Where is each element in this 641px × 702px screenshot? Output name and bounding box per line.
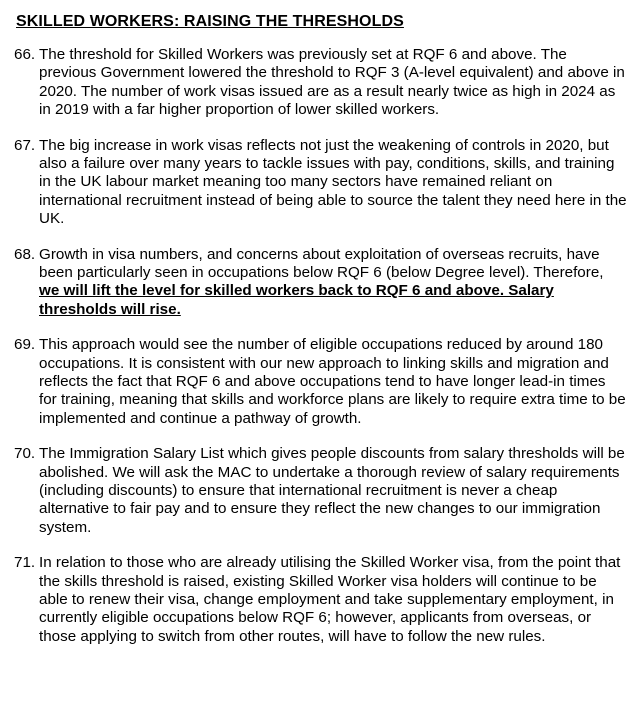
paragraph-text: In relation to those who are already utilising the Skilled Worker visa, from the point that the skills threshold is raised, existing Skilled Worker visa holders will continue to be able to renew their visa, change employment and take supplementary employment, in currently eligible occupations below RQF 6; however, applicants from overseas, or those applying to switch from other routes, will have to follow the new rules.	[39, 554, 621, 645]
paragraph-number: 66.	[14, 46, 36, 63]
paragraph-number: 69.	[14, 336, 36, 354]
paragraph-text-wrapper	[39, 246, 627, 319]
paragraph-text: Growth in visa numbers, and concerns about exploitation of overseas recruits, have been particularly seen in occupations below RQF 6 (below Degree level). Therefore,	[39, 245, 604, 281]
paragraph-text: The threshold for Skilled Workers was previously set at RQF 6 and above. The previous Government lowered the threshold to RQF 3 (A-level equivalent) and above in 2020. The number of work visas issued are as a result nearly twice as high in 2024 as in 2019 with a far higher proportion of lower skilled workers.	[39, 46, 625, 118]
paragraph-number: 67.	[14, 136, 36, 154]
paragraph-number: 68.	[14, 245, 36, 263]
paragraph-68	[14, 246, 627, 319]
section-heading: SKILLED WORKERS: RAISING THE THRESHOLDS	[16, 13, 404, 30]
paragraph-text: This approach would see the number of eligible occupations reduced by around 180 occupations. It is consistent with our new approach to linking skills and migration and reflects the fact that RQF 6 and above occupations tend to have longer lead-in times for training, meaning that skills and workforce plans are likely to require extra time to be implemented and continue a pathway of growth.	[39, 336, 626, 427]
paragraph-text: The big increase in work visas reflects not just the weakening of controls in 2020, but also a failure over many years to tackle issues with pay, conditions, skills, and training in the UK labour market meaning too many sectors have remained reliant on international recruitment instead of being able to source the talent they need here in the UK.	[39, 136, 627, 227]
paragraph-71	[14, 554, 627, 645]
paragraph-number: 71.	[14, 554, 36, 572]
paragraph-67	[14, 137, 627, 228]
paragraph-69	[14, 336, 627, 427]
policy-emphasis: we will lift the level for skilled workers back to RQF 6 and above. Salary thresholds will rise.	[39, 282, 554, 318]
paragraph-number: 70.	[14, 445, 36, 463]
paragraph-text: The Immigration Salary List which gives people discounts from salary thresholds will be abolished. We will ask the MAC to undertake a thorough review of salary requirements (including discounts) to ensure that international recruitment is never a cheap alternative to fair pay and to ensure they reflect the new changes to our immigration system.	[39, 445, 625, 536]
paragraph-66	[14, 46, 627, 119]
paragraph-70	[14, 445, 627, 536]
